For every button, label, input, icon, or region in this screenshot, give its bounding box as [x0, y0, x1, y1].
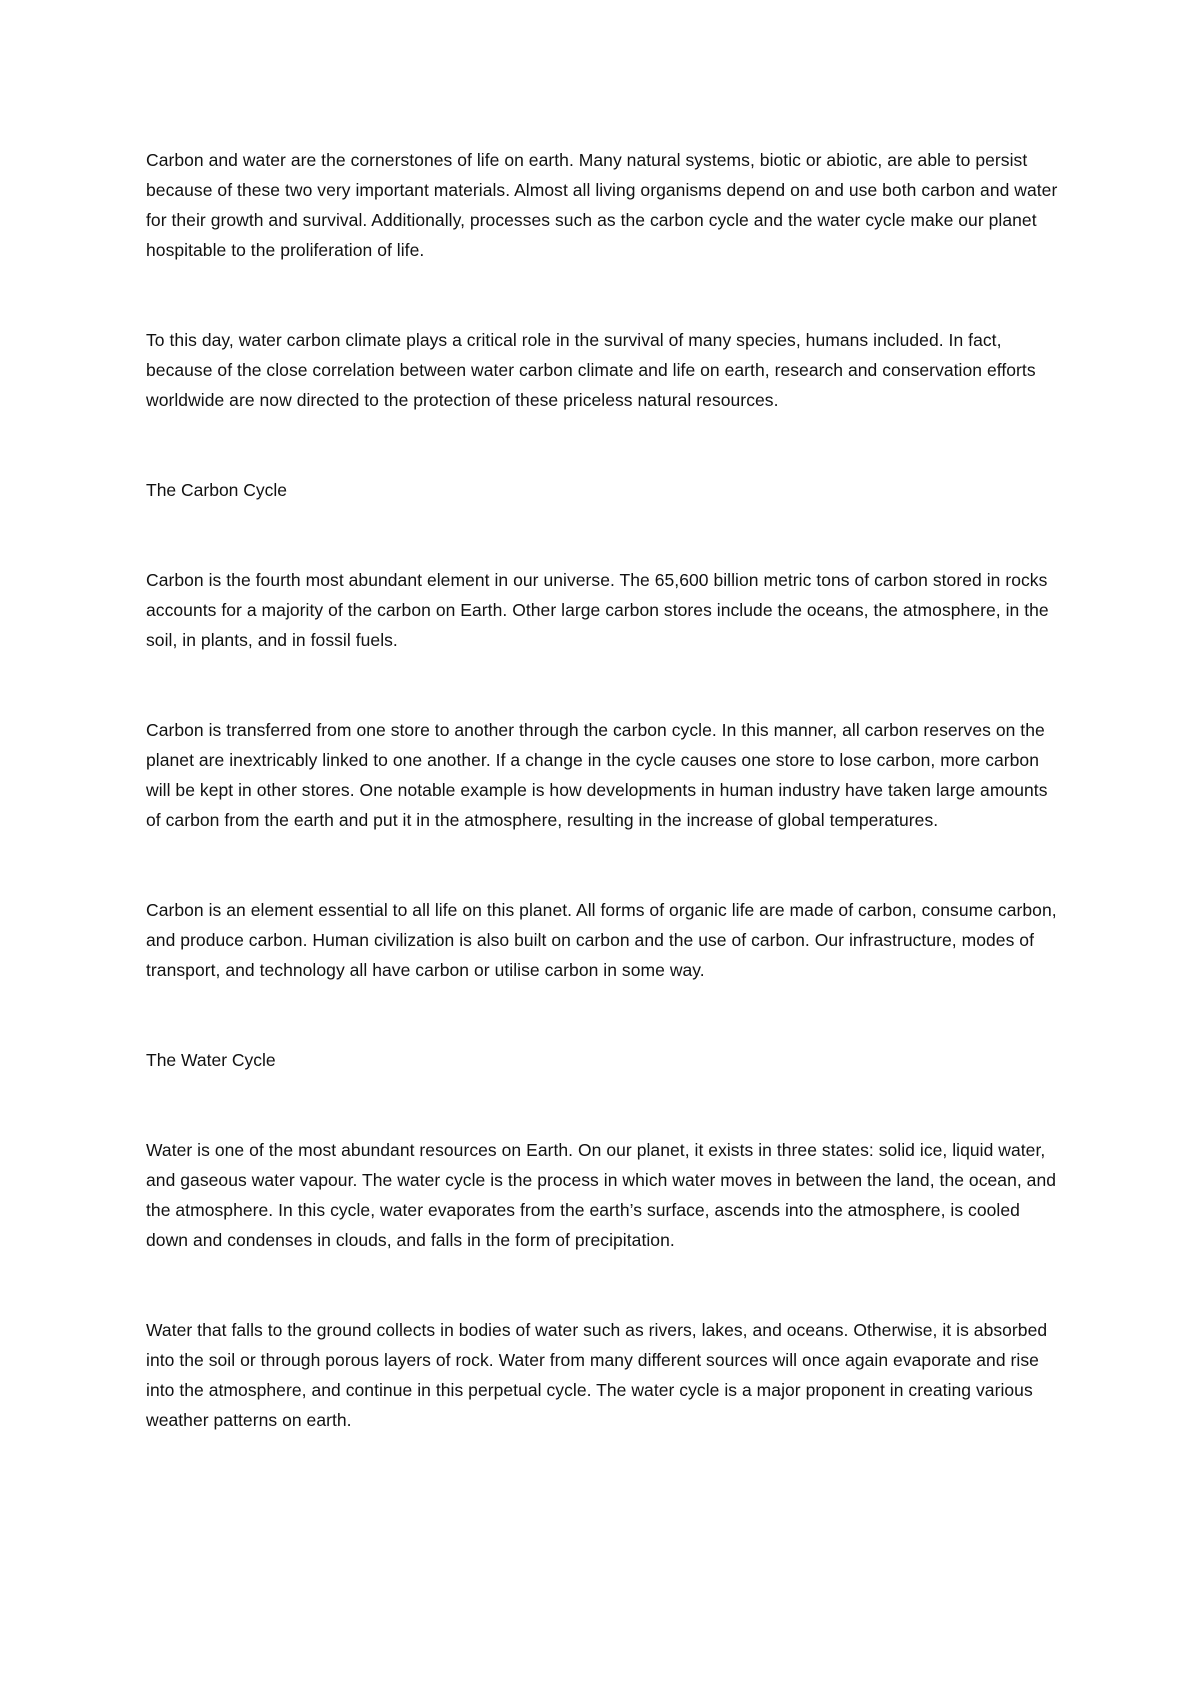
water-paragraph-2: Water that falls to the ground collects in bodies of water such as rivers, lakes, and oceans. Otherwise, it is absorbed into the soil or through porous layers of rock. Water from many different sources will once again evaporate and rise into the atmosphere, and continue in this perpetual cycle. The water cycle is a major proponent in creating various weather patterns on earth.: [146, 1320, 1048, 1430]
carbon-paragraph-2: Carbon is transferred from one store to another through the carbon cycle. In this manner, all carbon reserves on the planet are inextricably linked to one another. If a change in the cycle causes one store to lose carbon, more carbon will be kept in other stores. One notable example is how developments in human industry have taken large amounts of carbon from the earth and put it in the atmosphere, resulting in the increase of global temperatures.: [146, 720, 1048, 830]
document-page: [146, 145, 1066, 1435]
carbon-cycle-heading: The Carbon Cycle: [146, 480, 288, 500]
carbon-paragraph-1: Carbon is the fourth most abundant element in our universe. The 65,600 billion metric tons of carbon stored in rocks accounts for a majority of the carbon on Earth. Other large carbon stores include the oceans, the atmosphere, in the soil, in plants, and in fossil fuels.: [146, 570, 1049, 650]
intro-paragraph-2: To this day, water carbon climate plays a critical role in the survival of many species, humans included. In fact, because of the close correlation between water carbon climate and life on earth, research and conservation efforts worldwide are now directed to the protection of these priceless natural resources.: [146, 330, 1036, 410]
water-paragraph-1: Water is one of the most abundant resources on Earth. On our planet, it exists in three states: solid ice, liquid water, and gaseous water vapour. The water cycle is the process in which water moves in between the land, the ocean, and the atmosphere. In this cycle, water evaporates from the earth’s surface, ascends into the atmosphere, is cooled down and condenses in clouds, and falls in the form of precipitation.: [146, 1140, 1057, 1250]
intro-paragraph-1: Carbon and water are the cornerstones of life on earth. Many natural systems, biotic or abiotic, are able to persist because of these two very important materials. Almost all living organisms depend on and use both carbon and water for their growth and survival. Additionally, processes such as the carbon cycle and the water cycle make our planet hospitable to the proliferation of life.: [146, 150, 1058, 260]
carbon-paragraph-3: Carbon is an element essential to all life on this planet. All forms of organic life are made of carbon, consume carbon, and produce carbon. Human civilization is also built on carbon and the use of carbon. Our infrastructure, modes of transport, and technology all have carbon or utilise carbon in some way.: [146, 900, 1057, 980]
water-cycle-heading: The Water Cycle: [146, 1050, 276, 1070]
